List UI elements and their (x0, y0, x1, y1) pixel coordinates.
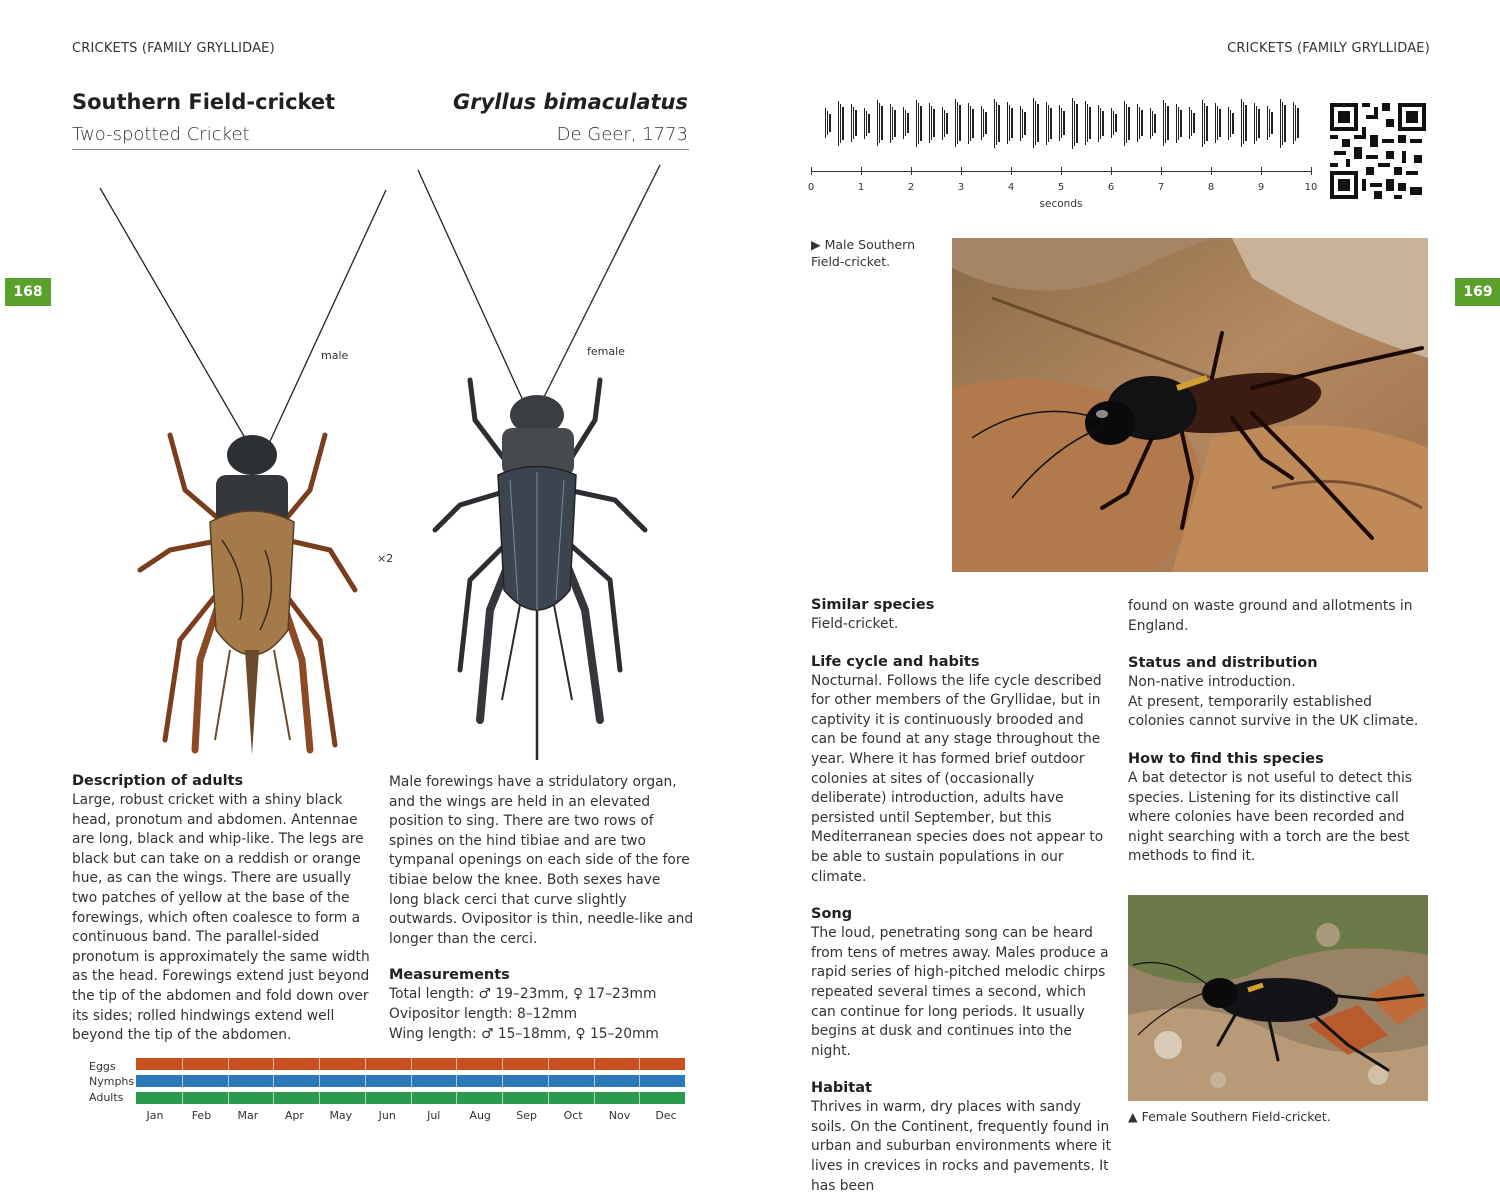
song-pulse (1241, 99, 1242, 147)
song-pulse (996, 102, 997, 145)
month-label: Sep (516, 1109, 537, 1122)
song-pulse (1072, 98, 1073, 149)
song-pulse (955, 99, 956, 147)
song-pulse (1098, 105, 1099, 142)
song-pulse (1282, 102, 1283, 145)
song-pulse (1089, 107, 1090, 139)
habitat-heading: Habitat (811, 1080, 872, 1097)
song-pulse (1215, 103, 1216, 143)
song-pulse (970, 106, 971, 141)
song-pulse (918, 103, 919, 144)
song-pulse (905, 110, 906, 136)
song-pulse (1154, 114, 1155, 133)
month-separator (228, 1058, 229, 1104)
axis-tick (1211, 167, 1212, 175)
song-pulse (931, 106, 932, 140)
axis-tick-label: 1 (857, 182, 865, 193)
song-pulse (1230, 110, 1231, 137)
song-pulse (842, 107, 843, 140)
song-text: The loud, penetrating song can be heard from tens of metres away. Males produce a rapid series of high-pitched melodic chirps repeated several times a second, which can continue for long periods. It usually begins at dusk and continues into the night. (811, 925, 1109, 1059)
song-pulse (1271, 112, 1272, 134)
song-pulse (1011, 108, 1012, 138)
song-heading: Song (811, 906, 853, 923)
female-cricket-drawing (418, 165, 660, 760)
status-text-1: Non-native introduction. (1128, 674, 1296, 691)
song-pulse (1202, 100, 1203, 147)
month-separator (411, 1058, 412, 1104)
axis-tick (961, 167, 962, 175)
song-pulse (829, 114, 830, 132)
axis-tick-label: 7 (1157, 182, 1165, 193)
song-pulse (1085, 101, 1086, 145)
song-pulse (972, 109, 973, 138)
status-heading: Status and distribution (1128, 655, 1318, 672)
song-pulse (1063, 111, 1064, 135)
month-separator (502, 1058, 503, 1104)
axis-tick-label: 8 (1207, 182, 1215, 193)
song-pulse (957, 102, 958, 144)
song-pulse (1037, 104, 1038, 142)
song-pulse (894, 110, 895, 137)
axis-tick-label: 3 (957, 182, 965, 193)
song-pulse (1124, 101, 1125, 146)
axis-tick-label: 4 (1007, 182, 1015, 193)
song-pulse (959, 105, 960, 141)
song-pulse (929, 103, 930, 143)
similar-species-text: Field-cricket. (811, 616, 899, 632)
song-pulse (890, 104, 891, 143)
song-pulse (1035, 101, 1036, 145)
month-label: Oct (563, 1109, 583, 1122)
song-pulse (1284, 105, 1285, 142)
song-pulse (851, 104, 852, 142)
axis-tick-label: 2 (907, 182, 915, 193)
song-pulse (1100, 108, 1101, 139)
song-pulse (920, 106, 921, 141)
month-label: Apr (284, 1109, 304, 1122)
description-text-1: Large, robust cricket with a shiny black head, pronotum and abdomen. Antennae are long, black and whip-like. The legs are black but can take on a reddish or orange hue, as can the wings. There are usually two patches of yellow at the base of the forewings, which often coalesce to form a continuous band. The parallel-sided pronotum is approximately the same width as the head. Forewings extend just beyond the tip of the abdomen and fold down over its sides; rolled hindwings extend well beyond the tip of the abdomen. (72, 792, 370, 1044)
how-to-find-heading: How to find this species (1128, 750, 1324, 767)
song-pulse (881, 106, 882, 140)
month-separator (548, 1058, 549, 1104)
life-cycle-text: Nocturnal. Follows the life cycle described for other members of the Gryllidae, but in captivity it is continuously brooded and can be found at any stage throughout the year. Where it has formed brief outdoor colonies at sites of (occasionally deliberate) introduction, adults have persisted until September, but this Mediterranean species does not appear to be able to sustain populations in our climate. (811, 672, 1104, 885)
song-pulse (1048, 105, 1049, 142)
male-cricket-drawing (100, 188, 386, 755)
song-pulse (853, 107, 854, 139)
life-cycle-heading: Life cycle and habits (811, 653, 980, 670)
song-pulse (1115, 114, 1116, 132)
song-pulse (877, 100, 878, 146)
similar-species-heading: Similar species (811, 597, 935, 613)
axis-tick-label: 9 (1257, 182, 1265, 193)
song-pulse (1009, 105, 1010, 141)
song-pulse (981, 106, 982, 140)
song-pulse (933, 109, 934, 137)
song-pulse (1180, 110, 1181, 137)
description-text-2: Male forewings have a stridulatory organ, and the wings are held in an elevated position to sing. There are two rows of spines on the hind tibiae and are two tympanal openings on each side of the fore tibiae below the knee. Both sexes have long black cerci that curve slightly outwards. Ovipositor is thin, needle-like and longer than the cerci. (389, 774, 694, 947)
song-pulse (1228, 107, 1229, 140)
month-separator (456, 1058, 457, 1104)
male-cricket-photo (952, 238, 1428, 572)
song-pulse (1258, 109, 1259, 138)
song-pulse (985, 112, 986, 134)
title-rule (72, 149, 689, 150)
alternative-name: Two-spotted Cricket (72, 124, 250, 145)
axis-tick (911, 167, 912, 175)
measurements-heading: Measurements (389, 967, 510, 984)
song-pulse (1269, 109, 1270, 137)
axis-tick (1111, 167, 1112, 175)
song-pulse (1165, 103, 1166, 143)
song-pulse (1232, 113, 1233, 134)
qr-code-icon[interactable] (1330, 103, 1426, 199)
song-pulse (1178, 107, 1179, 140)
axis-tick (1311, 167, 1312, 175)
song-pulse (1059, 105, 1060, 141)
song-pulse (838, 101, 839, 146)
phenology-label-adults: Adults (89, 1091, 124, 1104)
axis-tick-label: 5 (1057, 182, 1065, 193)
song-pulse (1111, 108, 1112, 138)
axis-tick (861, 167, 862, 175)
song-pulse (944, 110, 945, 137)
song-pulse (1217, 106, 1218, 140)
page-number-168: 168 (5, 278, 51, 306)
song-pulse (1243, 102, 1244, 144)
month-label: Dec (655, 1109, 677, 1122)
description-column-1 (72, 773, 372, 1046)
song-pulse (1191, 110, 1192, 136)
song-pulse (907, 113, 908, 133)
song-pulse (879, 103, 880, 143)
song-pulse (1024, 112, 1025, 135)
axis-tick-label: 6 (1107, 182, 1115, 193)
right-column-1 (811, 597, 1111, 1196)
song-pulse (868, 114, 869, 133)
running-head-left: CRICKETS (FAMILY GRYLLIDAE) (72, 41, 275, 56)
month-separator (639, 1058, 640, 1104)
song-pulse (1007, 102, 1008, 144)
song-pulse (994, 99, 995, 148)
song-pulse (1141, 110, 1142, 136)
top-photo-caption: ▶ Male Southern Field-cricket. (811, 237, 916, 269)
song-pulse (1280, 99, 1281, 148)
month-label: Aug (469, 1109, 491, 1122)
phenology-label-nymphs: Nymphs (89, 1075, 135, 1088)
how-to-find-text: A bat detector is not useful to detect this species. Listening for its distinctive call where colonies have been recorded and night searching with a torch are the best methods to find it. (1128, 769, 1413, 865)
measurement-wing: Wing length: ♂ 15–18mm, ♀ 15–20mm (389, 1025, 659, 1042)
oscillogram-axis-label: seconds (1039, 198, 1083, 210)
description-heading: Description of adults (72, 773, 244, 789)
month-label: Jan (146, 1109, 164, 1122)
song-pulse (1113, 111, 1114, 135)
song-pulse (1267, 106, 1268, 140)
song-pulse (946, 113, 947, 134)
song-pulse (998, 105, 999, 142)
status-text-2: At present, temporarily established colonies cannot survive in the UK climate. (1128, 693, 1419, 730)
female-label: female (587, 345, 625, 358)
month-label: Feb (191, 1109, 212, 1122)
song-pulse (1033, 98, 1034, 148)
song-pulse (1167, 106, 1168, 140)
song-pulse (1293, 102, 1294, 144)
song-pulse (1087, 104, 1088, 142)
bottom-photo-caption: ▲ Female Southern Field-cricket. (1128, 1109, 1331, 1124)
song-pulse (942, 107, 943, 140)
song-pulse (1102, 111, 1103, 136)
running-head-right: CRICKETS (FAMILY GRYLLIDAE) (1227, 41, 1430, 56)
right-column-2 (1128, 597, 1428, 867)
axis-tick (1061, 167, 1062, 175)
song-pulse (1189, 107, 1190, 139)
axis-tick (1011, 167, 1012, 175)
song-pulse (1245, 105, 1246, 141)
habitat-text: Thrives in warm, dry places with sandy soils. On the Continent, frequently found in urban and suburban environments where it lives in crevices in rocks and pavements. It has been (811, 1099, 1111, 1194)
common-name: Southern Field-cricket (72, 90, 336, 114)
song-pulse (1061, 108, 1062, 138)
page-number-169: 169 (1455, 278, 1500, 306)
habitat-text-continued: found on waste ground and allotments in England. (1128, 598, 1413, 634)
month-separator (273, 1058, 274, 1104)
month-separator (182, 1058, 183, 1104)
axis-tick (1161, 167, 1162, 175)
axis-tick-label: 0 (807, 182, 815, 193)
song-pulse (1022, 109, 1023, 138)
measurement-ovipositor: Ovipositor length: 8–12mm (389, 1005, 578, 1022)
month-label: Jun (378, 1109, 396, 1122)
song-pulse (916, 100, 917, 147)
song-pulse (1128, 107, 1129, 140)
song-pulse (1256, 106, 1257, 141)
song-pulse (1126, 104, 1127, 143)
month-separator (594, 1058, 595, 1104)
song-pulse (825, 108, 826, 138)
month-label: Nov (608, 1109, 631, 1122)
scale-label: ×2 (377, 552, 394, 565)
song-pulse (1152, 111, 1153, 136)
song-pulse (1139, 107, 1140, 139)
song-pulse (1020, 106, 1021, 141)
song-pulse (1193, 113, 1194, 133)
song-pulse (1163, 100, 1164, 146)
female-cricket-photo (1128, 895, 1428, 1101)
song-pulse (827, 111, 828, 135)
song-pulse (1050, 108, 1051, 139)
authority: De Geer, 1773 (556, 124, 688, 145)
song-pulse (1046, 102, 1047, 145)
song-pulse (903, 107, 904, 139)
month-separator (365, 1058, 366, 1104)
song-pulse (840, 104, 841, 143)
song-pulse (864, 108, 865, 139)
song-pulse (855, 110, 856, 136)
song-pulse (866, 111, 867, 136)
month-label: May (329, 1109, 353, 1122)
axis-tick (1261, 167, 1262, 175)
song-pulse (983, 109, 984, 137)
song-pulse (1150, 108, 1151, 139)
song-pulse (1076, 104, 1077, 143)
scientific-name: Gryllus bimaculatus (453, 90, 688, 114)
song-pulse (1206, 106, 1207, 141)
song-pulse (1204, 103, 1205, 144)
song-pulse (1297, 108, 1298, 138)
month-separator (319, 1058, 320, 1104)
song-pulse (1137, 104, 1138, 142)
song-pulse (892, 107, 893, 140)
song-pulse (1074, 101, 1075, 146)
song-pulse (968, 103, 969, 144)
phenology-label-eggs: Eggs (89, 1060, 116, 1073)
axis-tick-label: 10 (1304, 182, 1318, 193)
song-pulse (1176, 104, 1177, 143)
song-pulse (1219, 109, 1220, 137)
axis-tick (811, 167, 812, 175)
song-pulse (1254, 103, 1255, 144)
song-pulse (1295, 105, 1296, 141)
measurement-total: Total length: ♂ 19–23mm, ♀ 17–23mm (389, 986, 657, 1003)
month-label: Jul (427, 1109, 441, 1122)
cricket-illustration (70, 160, 700, 770)
male-label: male (321, 349, 349, 362)
description-column-2 (389, 773, 694, 1044)
month-label: Mar (237, 1109, 259, 1122)
